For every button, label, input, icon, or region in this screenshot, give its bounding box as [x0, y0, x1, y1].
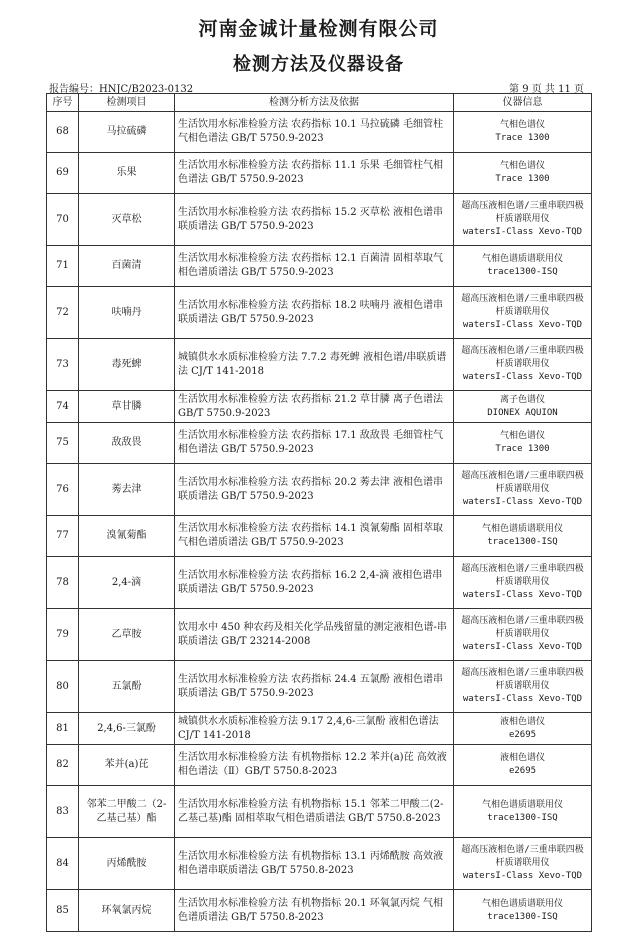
row-number: 78 [47, 557, 79, 609]
table-row [47, 153, 592, 194]
test-method: 生活饮用水标准检验方法 有机物指标 20.1 环氧氯丙烷 气相色谱质谱法 GB/T 5750.8-2023 [175, 890, 454, 932]
instrument-info: 气相色谱仪 Trace 1300 [454, 153, 592, 194]
test-item: 丙烯酰胺 [79, 838, 175, 890]
instrument-info: 超高压液相色谱/三重串联四极杆质谱联用仪 watersI-Class Xevo-TQD [454, 609, 592, 661]
row-number: 69 [47, 153, 79, 194]
row-number: 74 [47, 391, 79, 423]
row-number: 82 [47, 745, 79, 786]
row-number: 79 [47, 609, 79, 661]
test-method: 生活饮用水标准检验方法 有机物指标 15.1 邻苯二甲酸二(2-乙基己基)酯 固相萃取气相色谱质谱法 GB/T 5750.8-2023 [175, 786, 454, 838]
test-method: 生活饮用水标准检验方法 农药指标 24.4 五氯酚 液相色谱串联质谱法 GB/T 5750.9-2023 [175, 661, 454, 713]
instrument-info: 气相色谱质谱联用仪 trace1300-ISQ [454, 890, 592, 932]
test-method: 生活饮用水标准检验方法 农药指标 11.1 乐果 毛细管柱气相色谱法 GB/T 5750.9-2023 [175, 153, 454, 194]
table-row [47, 423, 592, 464]
instrument-info: 气相色谱质谱联用仪 trace1300-ISQ [454, 516, 592, 557]
row-number: 81 [47, 713, 79, 745]
test-method: 生活饮用水标准检验方法 农药指标 15.2 灭草松 液相色谱串联质谱法 GB/T 5750.9-2023 [175, 194, 454, 246]
col-header-instrument: 仪器信息 [454, 94, 592, 112]
test-method: 生活饮用水标准检验方法 有机物指标 12.2 苯并(a)芘 高效液相色谱法（Ⅱ）GB/T 5750.8-2023 [175, 745, 454, 786]
test-method: 生活饮用水标准检验方法 农药指标 10.1 马拉硫磷 毛细管柱气相色谱法 GB/T 5750.9-2023 [175, 112, 454, 153]
instrument-info: 气相色谱质谱联用仪 trace1300-ISQ [454, 246, 592, 287]
test-item: 2,4-滴 [79, 557, 175, 609]
table-row [47, 745, 592, 786]
table-header-row [47, 94, 592, 112]
table-row [47, 246, 592, 287]
methods-table [46, 93, 592, 932]
test-item: 百菌清 [79, 246, 175, 287]
test-method: 城镇供水水质标准检验方法 9.17 2,4,6-三氯酚 液相色谱法 CJ/T 141-2018 [175, 713, 454, 745]
table-row [47, 194, 592, 246]
table-row [47, 609, 592, 661]
instrument-info: 气相色谱质谱联用仪 trace1300-ISQ [454, 786, 592, 838]
test-item: 环氧氯丙烷 [79, 890, 175, 932]
table-row [47, 661, 592, 713]
table-row [47, 112, 592, 153]
row-number: 70 [47, 194, 79, 246]
table-row [47, 516, 592, 557]
table-row [47, 786, 592, 838]
instrument-info: 超高压液相色谱/三重串联四极杆质谱联用仪 watersI-Class Xevo-TQD [454, 661, 592, 713]
row-number: 68 [47, 112, 79, 153]
test-item: 灭草松 [79, 194, 175, 246]
report-number: 报告编号：HNJC/B2023-0132 [49, 84, 194, 95]
table-row [47, 838, 592, 890]
instrument-info: 离子色谱仪 DIONEX AQUION [454, 391, 592, 423]
col-header-no: 序号 [47, 94, 79, 112]
test-method: 生活饮用水标准检验方法 农药指标 21.2 草甘膦 离子色谱法 GB/T 5750.9-2023 [175, 391, 454, 423]
test-item: 草甘膦 [79, 391, 175, 423]
page-info: 第 9 页 共 11 页 [509, 84, 584, 95]
test-method: 生活饮用水标准检验方法 农药指标 16.2 2,4-滴 液相色谱串联质谱法 GB/T 5750.9-2023 [175, 557, 454, 609]
table-row [47, 339, 592, 391]
table-row [47, 713, 592, 745]
col-header-item: 检测项目 [79, 94, 175, 112]
test-method: 生活饮用水标准检验方法 农药指标 18.2 呋喃丹 液相色谱串联质谱法 GB/T 5750.9-2023 [175, 287, 454, 339]
row-number: 85 [47, 890, 79, 932]
instrument-info: 气相色谱仪 Trace 1300 [454, 423, 592, 464]
instrument-info: 超高压液相色谱/三重串联四极杆质谱联用仪 watersI-Class Xevo-TQD [454, 464, 592, 516]
test-item: 马拉硫磷 [79, 112, 175, 153]
test-method: 生活饮用水标准检验方法 农药指标 17.1 敌敌畏 毛细管柱气相色谱法 GB/T 5750.9-2023 [175, 423, 454, 464]
test-method: 生活饮用水标准检验方法 农药指标 20.2 莠去津 液相色谱串联质谱法 GB/T 5750.9-2023 [175, 464, 454, 516]
table-row [47, 287, 592, 339]
table-row [47, 464, 592, 516]
row-number: 71 [47, 246, 79, 287]
test-method: 生活饮用水标准检验方法 有机物指标 13.1 丙烯酰胺 高效液相色谱串联质谱法 GB/T 5750.8-2023 [175, 838, 454, 890]
row-number: 80 [47, 661, 79, 713]
table-row [47, 557, 592, 609]
test-item: 呋喃丹 [79, 287, 175, 339]
test-item: 毒死蜱 [79, 339, 175, 391]
instrument-info: 超高压液相色谱/三重串联四极杆质谱联用仪 watersI-Class Xevo-TQD [454, 557, 592, 609]
company-title: 河南金诚计量检测有限公司 [198, 18, 439, 40]
document-subtitle: 检测方法及仪器设备 [233, 54, 404, 75]
test-item: 苯并(a)芘 [79, 745, 175, 786]
col-header-method: 检测分析方法及依据 [175, 94, 454, 112]
table-row [47, 391, 592, 423]
test-item: 2,4,6-三氯酚 [79, 713, 175, 745]
row-number: 84 [47, 838, 79, 890]
row-number: 77 [47, 516, 79, 557]
row-number: 72 [47, 287, 79, 339]
row-number: 73 [47, 339, 79, 391]
instrument-info: 超高压液相色谱/三重串联四极杆质谱联用仪 watersI-Class Xevo-TQD [454, 287, 592, 339]
instrument-info: 超高压液相色谱/三重串联四极杆质谱联用仪 watersI-Class Xevo-TQD [454, 194, 592, 246]
instrument-info: 超高压液相色谱/三重串联四极杆质谱联用仪 watersI-Class Xevo-TQD [454, 838, 592, 890]
test-item: 乐果 [79, 153, 175, 194]
test-method: 生活饮用水标准检验方法 农药指标 12.1 百菌清 固相萃取气相色谱质谱法 GB/T 5750.9-2023 [175, 246, 454, 287]
test-method: 饮用水中 450 种农药及相关化学品残留量的测定液相色谱-串联质谱法 GB/T 23214-2008 [175, 609, 454, 661]
test-method: 生活饮用水标准检验方法 农药指标 14.1 溴氰菊酯 固相萃取气相色谱质谱法 GB/T 5750.9-2023 [175, 516, 454, 557]
test-item: 邻苯二甲酸二（2-乙基己基）酯 [79, 786, 175, 838]
row-number: 83 [47, 786, 79, 838]
test-item: 莠去津 [79, 464, 175, 516]
test-item: 五氯酚 [79, 661, 175, 713]
instrument-info: 液相色谱仪 e2695 [454, 745, 592, 786]
instrument-info: 超高压液相色谱/三重串联四极杆质谱联用仪 watersI-Class Xevo-TQD [454, 339, 592, 391]
test-item: 敌敌畏 [79, 423, 175, 464]
test-item: 溴氰菊酯 [79, 516, 175, 557]
row-number: 75 [47, 423, 79, 464]
test-method: 城镇供水水质标准检验方法 7.7.2 毒死蜱 液相色谱/串联质谱法 CJ/T 141-2018 [175, 339, 454, 391]
instrument-info: 液相色谱仪 e2695 [454, 713, 592, 745]
table-row [47, 890, 592, 932]
instrument-info: 气相色谱仪 Trace 1300 [454, 112, 592, 153]
test-item: 乙草胺 [79, 609, 175, 661]
row-number: 76 [47, 464, 79, 516]
